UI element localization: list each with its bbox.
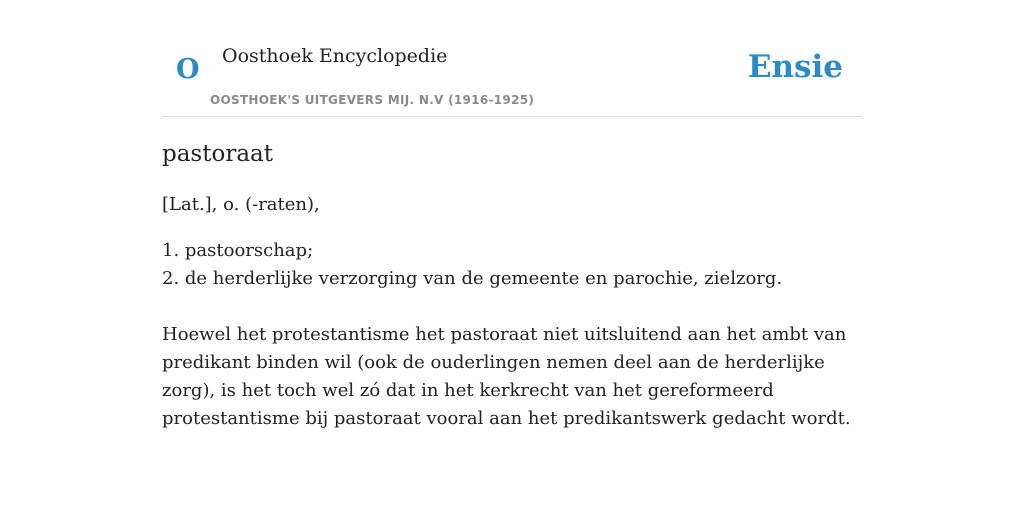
ensie-brand-link[interactable]: Ensie <box>747 49 843 85</box>
entry-paragraph: Hoewel het protestantisme het pastoraat niet uitsluitend aan het ambt van predikant binden wil (ook de ouderlingen nemen deel aan de herderlijke zorg), is het toch wel zó dat in het kerkrecht van het gereformeerd protestantisme bij pastoraat vooral aan het predikantswerk gedacht wordt. <box>162 324 851 429</box>
publisher-subtitle: OOSTHOEK'S UITGEVERS MIJ. N.V (1916-1925) <box>210 93 535 107</box>
entry-title: pastoraat <box>162 141 273 167</box>
grammar-info: [Lat.], o. (-raten), <box>162 194 320 215</box>
definition-list <box>162 237 862 293</box>
definition-item: 2. de herderlijke verzorging van de gemeente en parochie, zielzorg. <box>162 268 783 289</box>
definition-item: 1. pastoorschap; <box>162 240 314 261</box>
site-title-link[interactable]: Oosthoek Encyclopedie <box>222 45 448 67</box>
entry-content <box>162 126 862 433</box>
logo-link[interactable]: O <box>176 54 200 85</box>
site-header <box>162 0 862 117</box>
